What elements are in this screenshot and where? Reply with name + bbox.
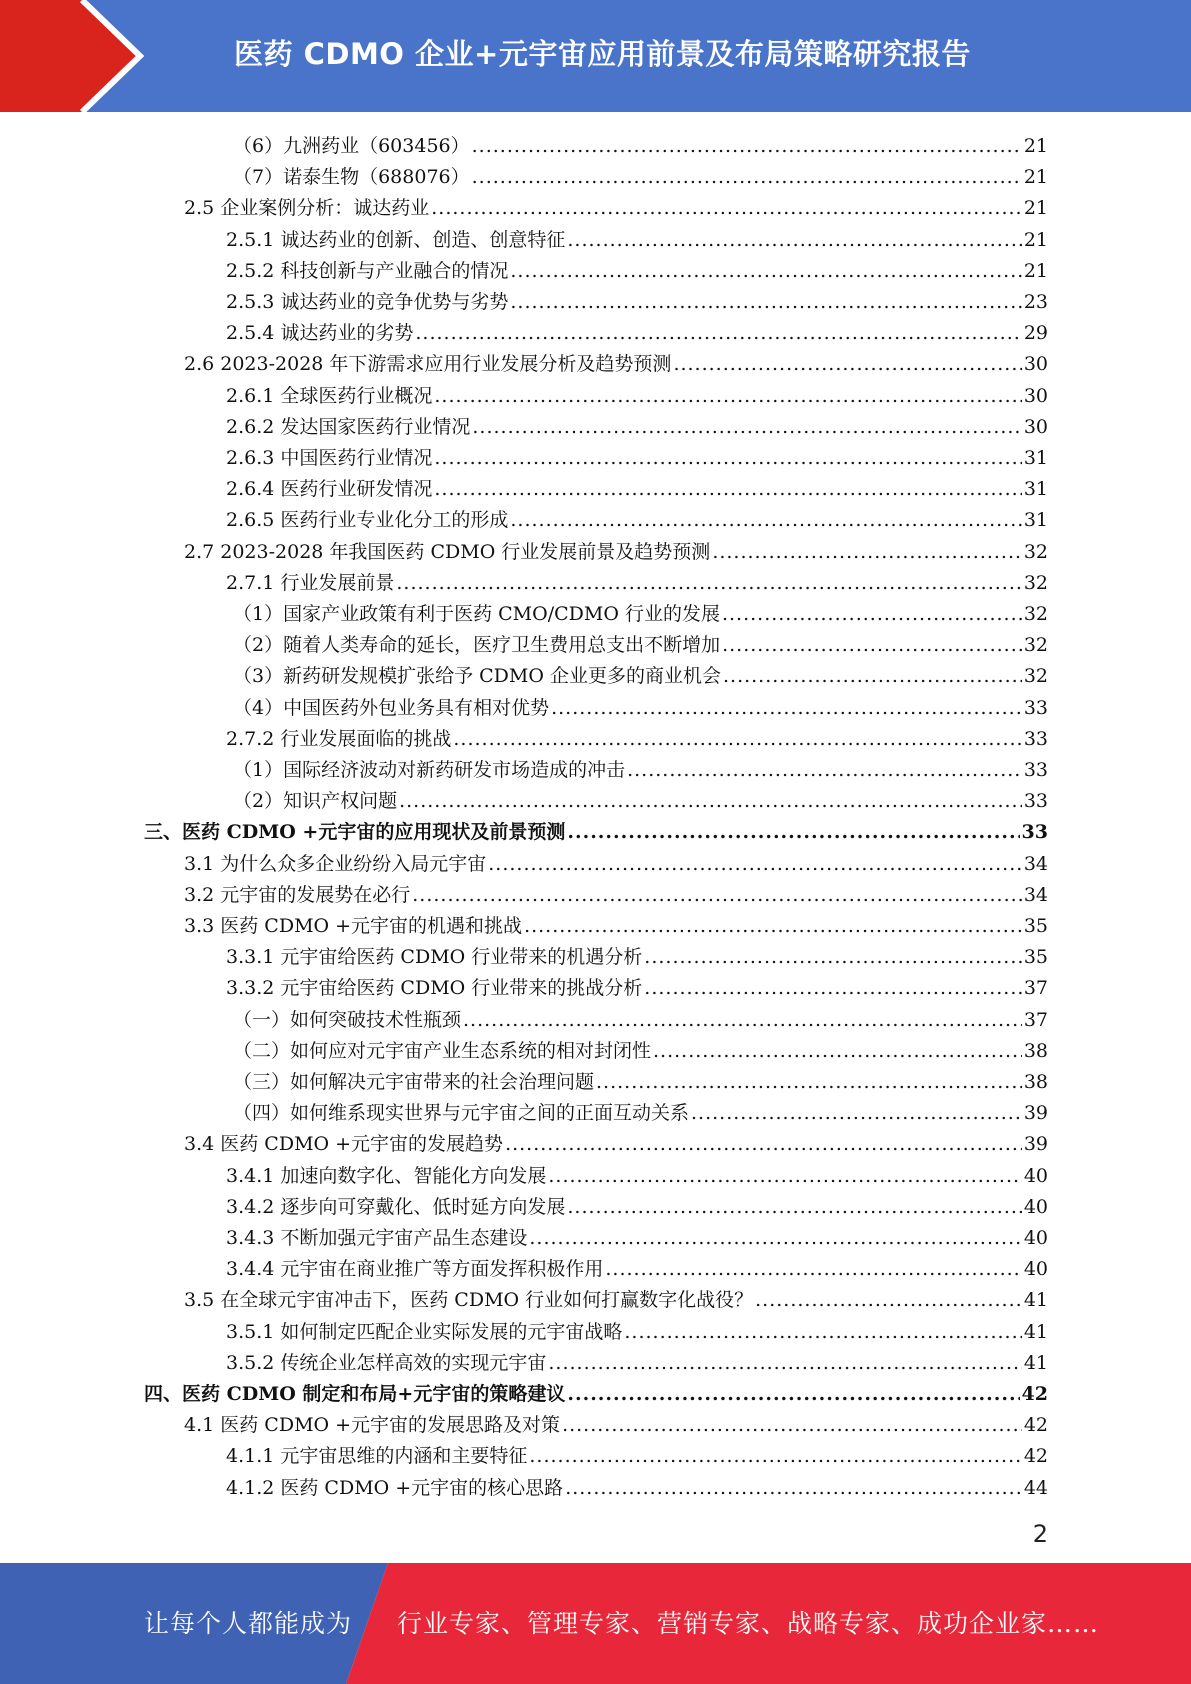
toc-entry[interactable] — [226, 377, 1048, 408]
toc-entry-page: 23 — [1023, 291, 1048, 313]
toc-entry-page: 42 — [1023, 1414, 1048, 1437]
toc-entry[interactable] — [184, 845, 1048, 876]
toc-entry-page: 31 — [1023, 478, 1048, 501]
toc-dot-leader — [567, 1195, 1021, 1219]
toc-entry-page: 21 — [1023, 135, 1048, 157]
toc-entry[interactable] — [233, 595, 1048, 626]
toc-entry-page: 21 — [1023, 166, 1048, 189]
toc-entry-page: 39 — [1023, 1133, 1048, 1156]
toc-dot-leader — [755, 1288, 1022, 1312]
toc-entry-title: 三、医药 CDMO +元宇宙的应用现状及前景预测 — [144, 821, 566, 844]
toc-dot-leader — [548, 1351, 1021, 1375]
toc-entry-title: 2.6.5 医药行业专业化分工的形成 — [226, 509, 509, 532]
toc-dot-leader — [722, 602, 1022, 626]
toc-dot-leader — [415, 321, 1021, 345]
toc-entry-title: （三）如何解决元宇宙带来的社会治理问题 — [233, 1071, 595, 1093]
toc-entry[interactable] — [226, 314, 1048, 345]
toc-entry-title: （7）诺泰生物（688076） — [233, 166, 470, 189]
toc-entry[interactable] — [233, 1094, 1048, 1125]
toc-dot-leader — [562, 1413, 1022, 1437]
toc-entry[interactable] — [226, 1250, 1048, 1281]
toc-entry[interactable] — [233, 657, 1048, 688]
toc-entry-title: （3）新药研发规模扩张给予 CDMO 企业更多的商业机会 — [233, 665, 721, 688]
toc-entry-page: 30 — [1023, 415, 1048, 438]
toc-entry-page: 32 — [1023, 571, 1048, 594]
toc-entry-page: 34 — [1023, 852, 1048, 875]
toc-entry-title: 4.1.2 医药 CDMO +元宇宙的核心思路 — [226, 1476, 564, 1499]
page-number: 2 — [1032, 1520, 1048, 1548]
toc-entry-page: 40 — [1023, 1258, 1048, 1281]
toc-entry-page: 41 — [1023, 1351, 1048, 1374]
toc-entry-page: 41 — [1023, 1289, 1048, 1312]
toc-entry-page: 37 — [1023, 977, 1048, 1000]
toc-dot-leader — [596, 1070, 1022, 1094]
report-title: 医药 CDMO 企业+元宇宙应用前景及布局策略研究报告 — [234, 37, 971, 71]
toc-dot-leader — [567, 820, 1019, 844]
toc-entry[interactable] — [226, 720, 1048, 751]
toc-dot-leader — [463, 1008, 1022, 1032]
toc-dot-leader — [551, 696, 1022, 720]
toc-entry[interactable] — [226, 439, 1048, 470]
toc-entry[interactable] — [184, 189, 1048, 220]
toc-entry-title: 3.4 医药 CDMO +元宇宙的发展趋势 — [184, 1133, 504, 1156]
toc-entry-page: 38 — [1023, 1071, 1048, 1093]
footer-slogan-left: 让每个人都能成为 — [144, 1609, 353, 1638]
toc-entry[interactable] — [184, 345, 1048, 376]
toc-entry-page: 32 — [1023, 634, 1048, 657]
toc-entry-page: 37 — [1023, 1008, 1048, 1031]
toc-entry-title: 3.5 在全球元宇宙冲击下，医药 CDMO 行业如何打赢数字化战役？ — [184, 1289, 754, 1312]
toc-dot-leader — [431, 196, 1022, 220]
toc-entry-page: 33 — [1023, 790, 1048, 813]
toc-entry[interactable] — [226, 1313, 1048, 1344]
toc-dot-leader — [627, 758, 1022, 782]
toc-entry-page: 21 — [1023, 259, 1048, 282]
toc-dot-leader — [453, 727, 1021, 751]
toc-dot-leader — [510, 290, 1021, 314]
toc-entry-title: 2.6.1 全球医药行业概况 — [226, 384, 433, 407]
toc-entry-title: 3.3.1 元宇宙给医药 CDMO 行业带来的机遇分析 — [226, 946, 643, 969]
toc-entry-page: 42 — [1021, 1383, 1048, 1405]
toc-entry[interactable] — [184, 876, 1048, 907]
toc-entry-page: 44 — [1023, 1476, 1048, 1499]
toc-entry[interactable] — [184, 1125, 1048, 1156]
toc-entry[interactable] — [226, 1437, 1048, 1468]
toc-entry-title: 4.1.1 元宇宙思维的内涵和主要特征 — [226, 1445, 528, 1468]
toc-dot-leader — [723, 664, 1022, 688]
toc-entry-title: （2）随着人类寿命的延长，医疗卫生费用总支出不断增加 — [233, 634, 721, 657]
toc-entry-title: 2.7 2023-2028 年我国医药 CDMO 行业发展前景及趋势预测 — [184, 540, 711, 563]
toc-entry-title: （二）如何应对元宇宙产业生态系统的相对封闭性 — [233, 1039, 652, 1062]
toc-dot-leader — [605, 1257, 1021, 1281]
toc-entry[interactable] — [184, 533, 1048, 564]
toc-entry-title: （1）国际经济波动对新药研发市场造成的冲击 — [233, 759, 626, 781]
toc-entry-page: 35 — [1023, 946, 1048, 969]
toc-dot-leader — [524, 914, 1022, 938]
toc-entry-title: 2.5.1 诚达药业的创新、创造、创意特征 — [226, 228, 566, 251]
toc-dot-leader — [472, 165, 1022, 189]
toc-entry-title: 3.4.3 不断加强元宇宙产品生态建设 — [226, 1227, 528, 1249]
toc-entry-title: 3.5.2 传统企业怎样高效的实现元宇宙 — [226, 1351, 547, 1374]
toc-entry-title: （4）中国医药外包业务具有相对优势 — [233, 696, 550, 719]
toc-entry-page: 42 — [1023, 1445, 1048, 1468]
toc-entry-title: 3.4.2 逐步向可穿戴化、低时延方向发展 — [226, 1195, 566, 1218]
toc-entry-page: 39 — [1023, 1102, 1048, 1125]
toc-entry[interactable] — [233, 127, 1048, 158]
toc-entry-title: 3.2 元宇宙的发展势在必行 — [184, 883, 411, 906]
toc-entry[interactable] — [226, 1469, 1048, 1500]
toc-entry[interactable] — [226, 283, 1048, 314]
toc-entry-page: 33 — [1021, 821, 1048, 844]
toc-entry-title: 3.4.1 加速向数字化、智能化方向发展 — [226, 1164, 547, 1187]
toc-entry[interactable] — [144, 1375, 1048, 1406]
toc-dot-leader — [472, 134, 1022, 158]
toc-entry-title: 2.6 2023-2028 年下游需求应用行业发展分析及趋势预测 — [184, 353, 672, 376]
toc-entry-page: 33 — [1023, 696, 1048, 719]
toc-dot-leader — [412, 883, 1022, 907]
toc-entry-page: 21 — [1023, 228, 1048, 251]
toc-dot-leader — [510, 508, 1021, 532]
toc-entry-title: 3.3.2 元宇宙给医药 CDMO 行业带来的挑战分析 — [226, 977, 643, 1000]
toc-entry-title: 2.6.3 中国医药行业情况 — [226, 447, 433, 469]
toc-dot-leader — [510, 259, 1021, 283]
toc-entry-title: 3.3 医药 CDMO +元宇宙的机遇和挑战 — [184, 915, 523, 937]
toc-dot-leader — [434, 477, 1021, 501]
toc-entry-page: 32 — [1023, 540, 1048, 563]
toc-entry[interactable] — [233, 158, 1048, 189]
toc-dot-leader — [644, 945, 1022, 969]
toc-entry-page: 33 — [1023, 759, 1048, 781]
toc-dot-leader — [673, 352, 1021, 376]
toc-entry-page: 40 — [1023, 1195, 1048, 1218]
toc-entry-title: 2.5.4 诚达药业的劣势 — [226, 322, 414, 345]
toc-entry-title: （四）如何维系现实世界与元宇宙之间的正面互动关系 — [233, 1102, 690, 1125]
toc-entry[interactable] — [226, 408, 1048, 439]
toc-entry[interactable] — [233, 751, 1048, 782]
toc-dot-leader — [396, 571, 1021, 595]
toc-entry[interactable] — [233, 1032, 1048, 1063]
toc-entry-title: 4.1 医药 CDMO +元宇宙的发展思路及对策 — [184, 1414, 561, 1437]
toc-entry-title: 2.7.1 行业发展前景 — [226, 571, 395, 594]
toc-dot-leader — [529, 1444, 1021, 1468]
toc-entry[interactable] — [226, 1157, 1048, 1188]
toc-entry-page: 31 — [1023, 447, 1048, 469]
toc-entry-title: 3.5.1 如何制定匹配企业实际发展的元宇宙战略 — [226, 1320, 623, 1343]
toc-entry-page: 21 — [1023, 197, 1048, 220]
toc-entry-page: 35 — [1023, 915, 1048, 937]
toc-dot-leader — [567, 1382, 1019, 1406]
toc-entry-page: 31 — [1023, 509, 1048, 532]
toc-entry[interactable] — [226, 1219, 1048, 1250]
toc-dot-leader — [434, 446, 1021, 470]
toc-dot-leader — [644, 976, 1022, 1000]
toc-entry[interactable] — [226, 221, 1048, 252]
toc-dot-leader — [505, 1132, 1022, 1156]
toc-entry[interactable] — [226, 1344, 1048, 1375]
toc-entry-title: 2.5.2 科技创新与产业融合的情况 — [226, 259, 509, 282]
page-header — [0, 0, 1191, 112]
toc-entry[interactable] — [226, 1188, 1048, 1219]
toc-dot-leader — [691, 1101, 1022, 1125]
toc-entry-title: 2.5.3 诚达药业的竞争优势与劣势 — [226, 291, 509, 313]
toc-entry-page: 29 — [1023, 322, 1048, 345]
toc-entry[interactable] — [233, 1063, 1048, 1094]
toc-dot-leader — [624, 1320, 1021, 1344]
toc-entry-page: 34 — [1023, 883, 1048, 906]
toc-entry[interactable] — [226, 501, 1048, 532]
toc-dot-leader — [529, 1226, 1021, 1250]
toc-dot-leader — [712, 540, 1022, 564]
toc-entry-page: 30 — [1023, 384, 1048, 407]
toc-entry-title: 3.1 为什么众多企业纷纷入局元宇宙 — [184, 852, 487, 875]
toc-entry[interactable] — [226, 938, 1048, 969]
toc-entry-title: （一）如何突破技术性瓶颈 — [233, 1008, 462, 1031]
toc-entry-page: 30 — [1023, 353, 1048, 376]
toc-entry-title: 2.7.2 行业发展面临的挑战 — [226, 727, 452, 750]
toc-entry-title: （6）九洲药业（603456） — [233, 135, 470, 157]
toc-entry-page: 33 — [1023, 727, 1048, 750]
toc-entry-title: 四、医药 CDMO 制定和布局+元宇宙的策略建议 — [144, 1383, 566, 1405]
toc-entry[interactable] — [184, 1281, 1048, 1312]
toc-entry[interactable] — [233, 626, 1048, 657]
footer-slogan-right: 行业专家、管理专家、营销专家、战略专家、成功企业家…… — [397, 1609, 1100, 1638]
toc-entry-page: 40 — [1023, 1227, 1048, 1249]
toc-dot-leader — [653, 1039, 1022, 1063]
toc-dot-leader — [567, 228, 1021, 252]
toc-entry-page: 38 — [1023, 1039, 1048, 1062]
toc-entry-title: （1）国家产业政策有利于医药 CMO/CDMO 行业的发展 — [233, 603, 720, 625]
toc-entry-page: 41 — [1023, 1320, 1048, 1343]
toc-entry[interactable] — [226, 564, 1048, 595]
toc-entry-page: 40 — [1023, 1164, 1048, 1187]
toc-entry-title: （2）知识产权问题 — [233, 790, 398, 813]
toc-entry[interactable] — [184, 1406, 1048, 1437]
toc-entry-page: 32 — [1023, 603, 1048, 625]
toc-dot-leader — [399, 789, 1022, 813]
toc-entry[interactable] — [226, 470, 1048, 501]
toc-entry-title: 3.4.4 元宇宙在商业推广等方面发挥积极作用 — [226, 1258, 604, 1281]
toc-entry[interactable] — [233, 1001, 1048, 1032]
toc-entry[interactable] — [184, 907, 1048, 938]
page-footer — [0, 1563, 1191, 1684]
toc-entry[interactable] — [144, 813, 1048, 844]
toc-dot-leader — [434, 384, 1021, 408]
toc-entry-title: 2.6.2 发达国家医药行业情况 — [226, 415, 471, 438]
toc-entry-title: 2.6.4 医药行业研发情况 — [226, 478, 433, 501]
toc-entry-page: 32 — [1023, 665, 1048, 688]
toc-dot-leader — [472, 415, 1021, 439]
toc-dot-leader — [488, 852, 1022, 876]
toc-dot-leader — [565, 1476, 1022, 1500]
toc-entry-title: 2.5 企业案例分析：诚达药业 — [184, 197, 430, 220]
toc-entry[interactable] — [233, 782, 1048, 813]
toc-entry[interactable] — [233, 689, 1048, 720]
toc-dot-leader — [722, 633, 1022, 657]
toc-dot-leader — [548, 1164, 1021, 1188]
toc-entry[interactable] — [226, 252, 1048, 283]
toc-entry[interactable] — [226, 969, 1048, 1000]
